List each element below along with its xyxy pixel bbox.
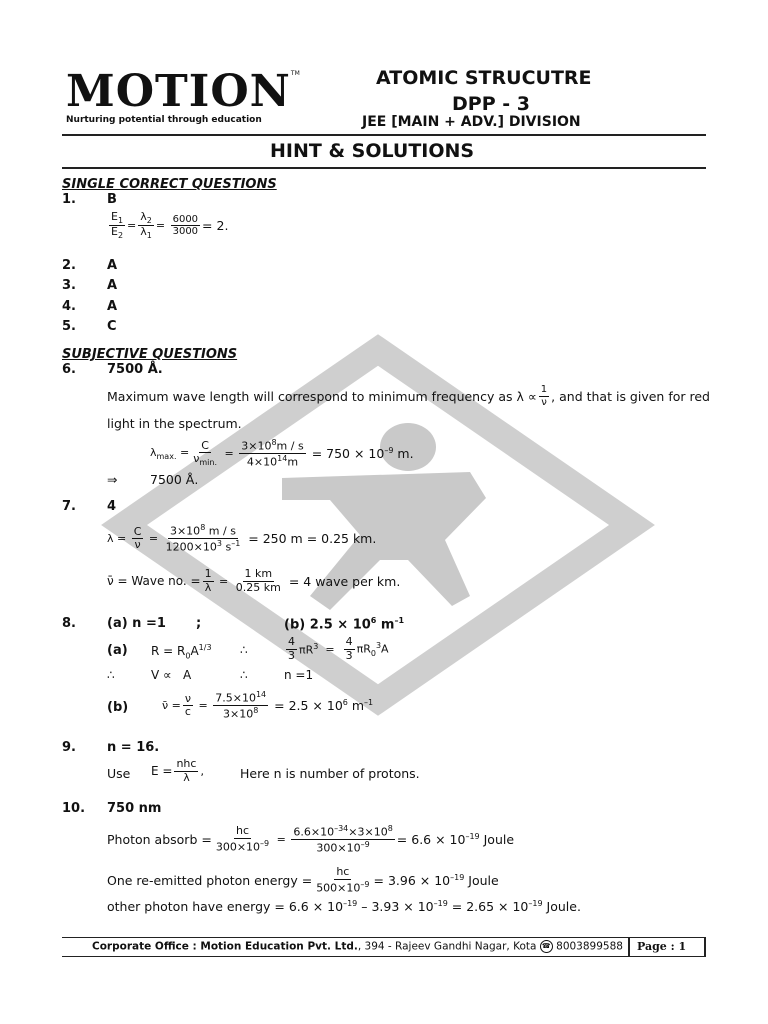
implies-arrow: ⇒ (107, 472, 118, 487)
single-heading: SINGLE CORRECT QUESTIONS (62, 177, 277, 192)
q10-number: 10. (62, 801, 86, 816)
q8-answer-b: (b) $2.5 \times 10^6$ $m^{-1}$ (284, 616, 405, 633)
q9-formula: E = $\frac{\text{nhc}}{\lambda}$ , (151, 757, 204, 784)
q7-wave-number: ν̄ = Wave no. = $\frac{1}{\lambda}$ = $\frac{1 km}{0.25 km}$ = 4 wave per km. (107, 567, 401, 594)
q1-answer: B (107, 192, 117, 207)
q8-radius-formula: $R = R_0A^{1/3}$ (151, 643, 212, 661)
therefore-symbol: ∴ (240, 668, 248, 682)
q8-number: 8. (62, 616, 76, 631)
q9-answer: n = 16. (107, 740, 160, 755)
q8-part-a-label: (a) (107, 643, 128, 658)
q10-photon-absorb: Photon absorb = $\frac{hc}{300\times 10^{-9}}$ = $\frac{6.6\times 10^{-34}\times 3\times 10^8}{300\times 10^{-9}}$ = $6.6 \times 10^{-19}$ Joule (107, 824, 515, 855)
single-item-number: 2. (62, 258, 76, 273)
footer-divider (628, 937, 630, 957)
q7-equation: λ = $\frac{C}{\nu}$ = $\frac{3\times 10^8 m / s}{1200\times 10^3 s^{-1}}$ = 250 m = 0.25 km. (107, 523, 377, 554)
subjective-heading: SUBJECTIVE QUESTIONS (62, 347, 238, 362)
page-number: Page : 1 (637, 940, 687, 953)
q6-text-line2: light in the spectrum. (107, 416, 242, 431)
logo-tagline: Nurturing potential through education (66, 115, 262, 125)
single-item-answer: A (107, 278, 118, 293)
single-item-answer: C (107, 319, 117, 334)
single-item-number: 3. (62, 278, 76, 293)
single-item-number: 4. (62, 299, 76, 314)
q10-other-photon: other photon have energy = $6.6 \times 10^{-19} - 3.93 \times 10^{-19} = 2.65 \times 10^{-19}$ Joule. (107, 899, 581, 915)
q6-final: 7500 Å. (150, 472, 199, 487)
footer-right-edge (704, 937, 706, 957)
q7-number: 7. (62, 499, 76, 514)
q8-n-value: n =1 (284, 668, 314, 682)
q1-number: 1. (62, 192, 76, 207)
trademark: TM (290, 70, 300, 77)
rule-2 (62, 167, 706, 169)
section-title: HINT & SOLUTIONS (270, 140, 475, 162)
q8-answer-a: (a) n =1 (107, 616, 166, 631)
q1-equation: $\frac{E_1}{E_2}$ = $\frac{\lambda_2}{\lambda_1}$ = $\frac{6000}{3000}$ = 2. (111, 210, 229, 241)
therefore-symbol: ∴ (240, 643, 248, 657)
q8-wave-number-eq: ν̄ = $\frac{\nu}{c}$ = $\frac{7.5\times 10^{14}}{3\times 10^8}$ = $2.5 \times 10^6$ $m^{-1}$ (162, 690, 374, 721)
therefore-symbol: ∴ (107, 668, 115, 682)
motion-logo (66, 66, 300, 117)
q9-note: Here n is number of protons. (240, 766, 420, 781)
q7-answer: 4 (107, 499, 117, 514)
single-item-number: 5. (62, 319, 76, 334)
brand-name: MOTION (66, 66, 291, 117)
division-label: JEE [MAIN + ADV.] DIVISION (362, 114, 581, 130)
q6-text-line1: Maximum wave length will correspond to minimum frequency as λ ∝ $\frac{1}{\nu}$ , and that is given for red (107, 384, 710, 408)
q10-reemitted: One re-emitted photon energy = $\frac{hc}{500\times 10^{-9}}$ = $3.96 \times 10^{-19}$ Joule (107, 865, 499, 895)
rule-1 (62, 134, 706, 136)
single-item-answer: A (107, 299, 118, 314)
q8-part-b-label: (b) (107, 700, 129, 715)
phone-icon: ☎ (540, 940, 553, 953)
q6-number: 6. (62, 362, 76, 377)
footer-office: Corporate Office : Motion Education Pvt. Ltd., 394 - Rajeev Gandhi Nagar, Kota ☎ 8003899588 (92, 940, 623, 953)
q6-equation: $\lambda_{max.}$ = $\frac{C}{\nu_{min.}}$ = $\frac{3\times 10^8m / s}{4\times 10^{14}m}$ = $750 \times 10^{-9}$ m. (150, 438, 414, 469)
single-item-answer: A (107, 258, 118, 273)
dpp-label: DPP - 3 (452, 93, 530, 115)
q8-volume-formula: $\frac{4}{3}$ $\pi R^3$ = $\frac{4}{3}$ $\pi R_0^3A$ (288, 635, 389, 662)
doc-title: ATOMIC STRUCUTRE (376, 67, 592, 89)
q8-separator: ; (196, 616, 202, 631)
q6-answer: 7500 Å. (107, 362, 163, 377)
q9-number: 9. (62, 740, 76, 755)
q9-use: Use (107, 766, 131, 781)
q8-proportion: V ∝ A (151, 668, 192, 682)
q10-answer: 750 nm (107, 801, 162, 816)
